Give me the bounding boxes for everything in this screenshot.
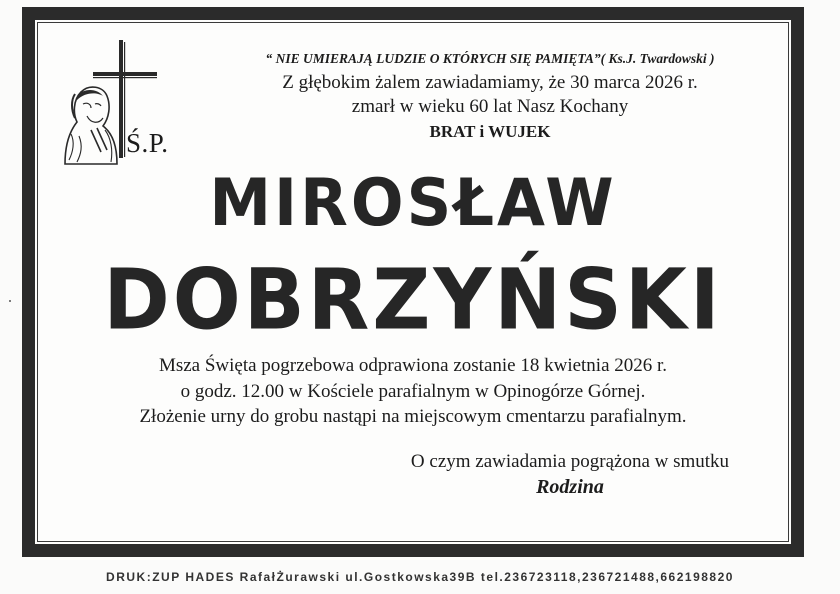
memorial-quote: “ NIE UMIERAJĄ LUDZIE O KTÓRYCH SIĘ PAMIĘTA”( Ks.J. Twardowski ) — [265, 51, 715, 66]
printer-footer: DRUK:ZUP HADES RafałŻurawski ul.Gostkowska39B tel.236723118,236721488,662198820 — [106, 570, 734, 584]
mass-info-line-1: Msza Święta pogrzebowa odprawiona zostanie 18 kwietnia 2026 r. — [158, 355, 668, 376]
announcement-line-1: Z głębokim żalem zawiadamiamy, że 30 marca 2026 r. — [282, 72, 698, 93]
stray-mark — [9, 300, 11, 302]
honorific: Ś.P. — [126, 128, 169, 158]
deceased-first-name: MIROSŁAW — [209, 164, 617, 241]
mass-info-line-3: Złożenie urny do grobu nastąpi na miejscowym cmentarzu parafialnym. — [139, 406, 687, 427]
family-signature: Rodzina — [536, 476, 604, 498]
relation-label: BRAT i WUJEK — [429, 122, 551, 141]
mourning-frame — [22, 7, 804, 557]
notice-panel — [35, 20, 791, 544]
deceased-last-name: DOBRZYŃSKI — [103, 250, 723, 349]
announcement-line-2: zmarł w wieku 60 lat Nasz Kochany — [351, 96, 629, 117]
closing-line: O czym zawiadamia pogrążona w smutku — [410, 451, 730, 472]
mass-info-line-2: o godz. 12.00 w Kościele parafialnym w Opinogórze Górnej. — [180, 381, 646, 402]
